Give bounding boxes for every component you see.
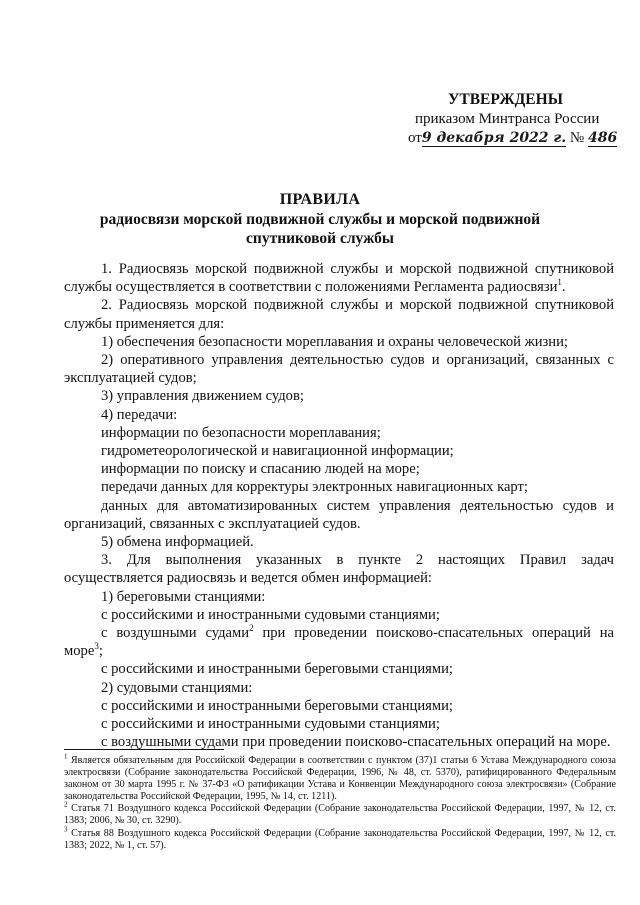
footnote-3-text: Статья 88 Воздушного кодекса Российской Федерации (Собрание законодательства Российской Федерации, 1997, № 12, ст. 1383; 2022, № 1, ст. 57). xyxy=(64,827,616,851)
list-item: 2) судовыми станциями: xyxy=(101,679,253,696)
approval-order: приказом Минтранса России xyxy=(415,111,600,127)
paragraph-3: 3. Для выполнения указанных в пункте 2 настоящих Правил задач осуществляется радиосвязь и ведется обмен информацией: xyxy=(64,552,614,587)
list-item: передачи данных для корректуры электронных навигационных карт; xyxy=(101,479,528,496)
list-item: с российскими и иностранными судовыми станциями; xyxy=(101,716,440,733)
footnote-ref-1: 1 xyxy=(557,277,562,288)
footnote-1 xyxy=(64,752,616,803)
list-item: с российскими и иностранными судовыми станциями; xyxy=(101,606,440,623)
list-item: 2) оперативного управления деятельностью судов и организаций, связанных с эксплуатацией судов; xyxy=(64,352,614,387)
list-item: с российскими и иностранными береговыми станциями; xyxy=(101,661,453,678)
document-subtitle: радиосвязи морской подвижной службы и морской подвижной спутниковой службы xyxy=(99,211,541,247)
approval-heading: УТВЕРЖДЕНЫ xyxy=(448,91,563,108)
paragraph-1 xyxy=(64,260,614,296)
handwritten-date: 9 декабря 2022 г. xyxy=(421,130,567,146)
approval-stamp xyxy=(408,90,618,148)
footnote-1-text: Является обязательным для Российской Федерации в соответствии с пунктом (37)1 статьи 6 Устава Международного союза электросвязи (Собрание законодательства Российской Федерации, 1996, № 48, ст. 5370), ратифицированного Федеральным законом от 30 марта 1995 г. № 37-ФЗ «О ратификации Устава и Конвенции Международного союза электросвязи» (Собрание законодательства Российской Федерации, 1995, № 14, ст. 1211). xyxy=(64,755,616,803)
footnote-1-marker: 1 xyxy=(64,752,68,761)
approval-date-line xyxy=(408,129,618,148)
list-item: 1) обеспечения безопасности мореплавания и охраны человеческой жизни; xyxy=(101,333,568,350)
footnote-ref-2: 2 xyxy=(249,623,254,634)
list-item-end: ; xyxy=(98,643,103,660)
approval-from-label: от xyxy=(408,130,422,146)
list-item: информации по безопасности мореплавания; xyxy=(101,424,381,441)
list-item: гидрометеорологической и навигационной информации; xyxy=(101,443,454,460)
paragraph-1-text: 1. Радиосвязь морской подвижной службы и морской подвижной спутниковой службы осуществляется в соответствии с положениями Регламента радиосвязи xyxy=(64,261,614,296)
title-block xyxy=(0,190,640,248)
handwritten-number: 486 xyxy=(587,130,618,146)
list-item: 4) передачи: xyxy=(101,406,178,423)
footnote-3 xyxy=(64,825,616,852)
approval-number-label: № xyxy=(569,130,585,146)
paragraph-1-end: . xyxy=(561,279,566,296)
footnote-divider xyxy=(64,749,224,750)
document-title: ПРАВИЛА xyxy=(279,191,361,208)
footnote-2-text: Статья 71 Воздушного кодекса Российской Федерации (Собрание законодательства Российской Федерации, 1997, № 12, ст. 1383; 2006, № 30, ст. 3290). xyxy=(64,803,616,827)
list-item: 5) обмена информацией. xyxy=(101,534,254,551)
document-body xyxy=(64,260,614,751)
list-item-text: при проведении поисково-спасательных операций на море xyxy=(64,625,614,660)
footnote-2 xyxy=(64,803,616,827)
footnote-2-marker: 2 xyxy=(64,801,68,810)
footnote-ref-3: 3 xyxy=(94,641,99,652)
footnotes xyxy=(64,752,616,852)
list-item: с воздушными судами при проведении поисково-спасательных операций на море. xyxy=(101,734,611,751)
list-item xyxy=(64,624,614,660)
list-item: данных для автоматизированных систем управления деятельностью судов и организаций, связанных с эксплуатацией судов. xyxy=(64,497,614,532)
list-item: 1) береговыми станциями: xyxy=(101,588,266,605)
list-item: информации по поиску и спасанию людей на море; xyxy=(101,461,420,478)
list-item-text: с воздушными судами xyxy=(101,625,250,642)
paragraph-2: 2. Радиосвязь морской подвижной службы и морской подвижной спутниковой службы применяется для: xyxy=(64,297,614,332)
footnote-3-marker: 3 xyxy=(64,825,68,834)
list-item: с российскими и иностранными береговыми станциями; xyxy=(101,697,453,714)
list-item: 3) управления движением судов; xyxy=(101,388,304,405)
